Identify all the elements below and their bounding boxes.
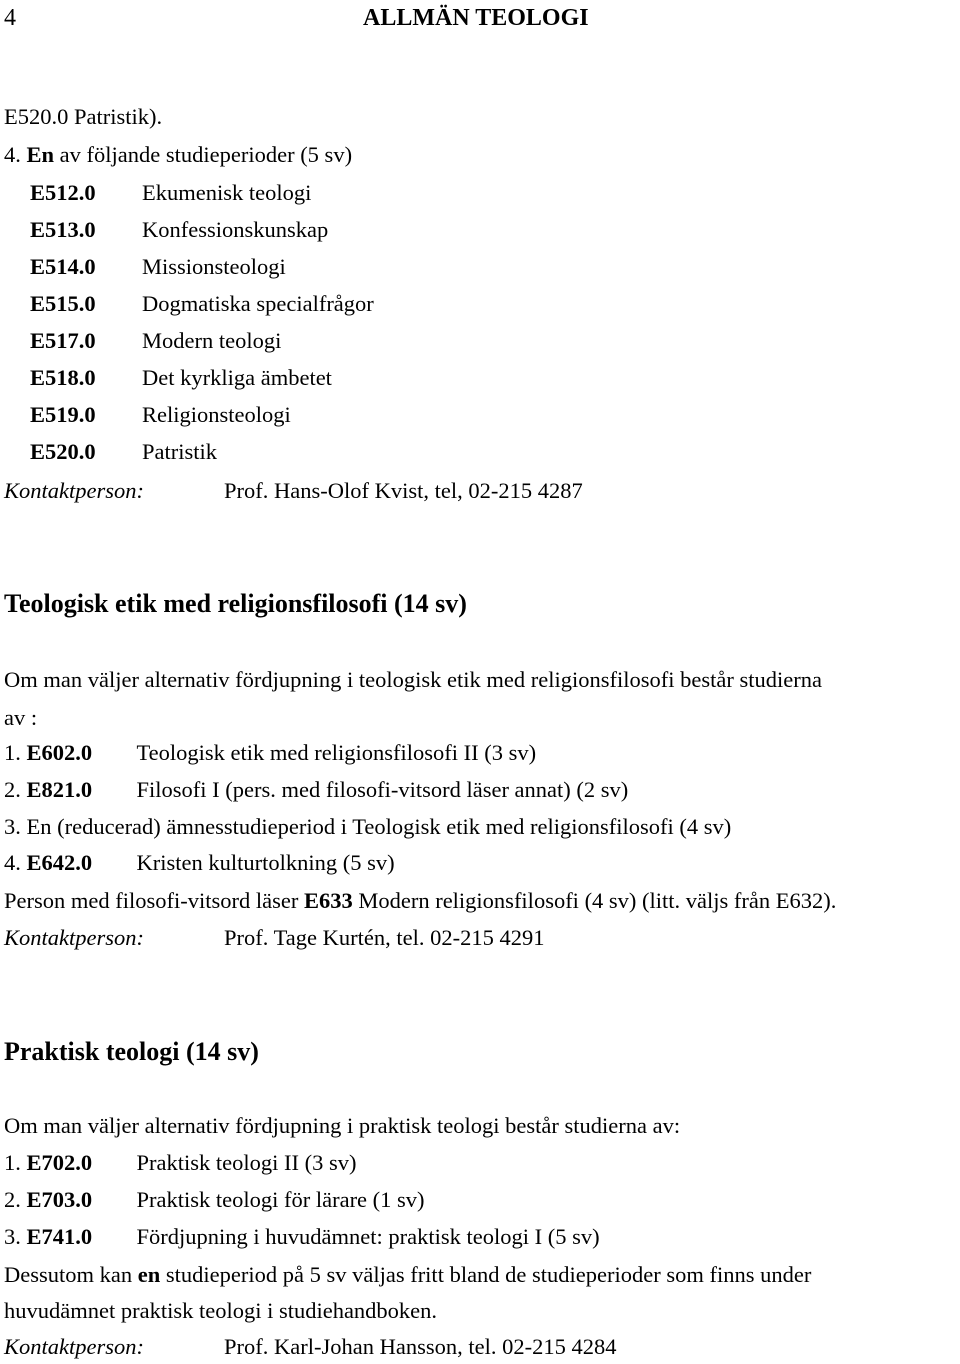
- course-name: Patristik: [142, 439, 218, 464]
- section-heading-praktisk: Praktisk teologi (14 sv): [4, 1037, 259, 1066]
- contact-line: [4, 477, 583, 505]
- note-code: E633: [303, 888, 353, 913]
- section-intro: av :: [4, 705, 38, 730]
- note-text: Dessutom kan: [4, 1262, 138, 1287]
- course-name: Konfessionskunskap: [142, 217, 329, 242]
- section-note: [4, 887, 836, 915]
- course-name: Missionsteologi: [142, 254, 286, 279]
- course-row: [4, 739, 536, 767]
- intro-item-4: [4, 141, 352, 169]
- course-name: Religionsteologi: [142, 402, 291, 427]
- contact-line: [4, 1333, 616, 1361]
- course-row: [30, 216, 328, 244]
- contact-label: Kontaktperson:: [4, 925, 144, 950]
- course-code: E517.0: [30, 328, 96, 353]
- note-text: Modern religionsfilosofi (4 sv) (litt. väljs från E632).: [352, 888, 837, 913]
- section-note: huvudämnet praktisk teologi i studiehandboken.: [4, 1298, 438, 1323]
- course-name: Det kyrkliga ämbetet: [142, 365, 332, 390]
- course-row: [4, 1186, 425, 1214]
- course-code: E515.0: [30, 291, 96, 316]
- item-number: 2.: [4, 777, 21, 802]
- course-row: [30, 327, 281, 355]
- course-code: E513.0: [30, 217, 96, 242]
- course-code: E702.0: [26, 1150, 93, 1175]
- contact-label: Kontaktperson:: [4, 478, 144, 503]
- contact-value: Prof. Tage Kurtén, tel. 02-215 4291: [224, 925, 545, 950]
- note-emphasis: en: [137, 1262, 161, 1287]
- course-name: Kristen kulturtolkning (5 sv): [136, 850, 395, 875]
- course-name: Teologisk etik med religionsfilosofi II (3 sv): [136, 740, 537, 765]
- course-row: [4, 776, 628, 804]
- course-code: E519.0: [30, 402, 96, 427]
- course-row: [4, 1223, 600, 1251]
- contact-line: [4, 924, 544, 952]
- course-code: E703.0: [26, 1187, 93, 1212]
- note-text: studieperiod på 5 sv väljas fritt bland de studieperioder som finns under: [160, 1262, 812, 1287]
- page-number: 4: [4, 5, 16, 31]
- list-item: 3. En (reducerad) ämnesstudieperiod i Teologisk etik med religionsfilosofi (4 sv): [4, 814, 732, 839]
- course-code: E602.0: [26, 740, 93, 765]
- course-row: [4, 1149, 356, 1177]
- course-code: E514.0: [30, 254, 96, 279]
- item-number: 4.: [4, 142, 21, 167]
- course-name: Dogmatiska specialfrågor: [142, 291, 374, 316]
- course-code: E520.0: [30, 439, 96, 464]
- page-title: ALLMÄN TEOLOGI: [363, 5, 589, 31]
- item-text: av följande studieperioder (5 sv): [54, 142, 353, 167]
- contact-value: Prof. Karl-Johan Hansson, tel. 02-215 4284: [224, 1334, 617, 1359]
- course-row: [30, 401, 291, 429]
- item-emphasis: En: [26, 142, 55, 167]
- item-number: 1.: [4, 1150, 21, 1175]
- section-note: [4, 1261, 811, 1289]
- course-row: [30, 179, 311, 207]
- course-code: E512.0: [30, 180, 96, 205]
- course-row: [30, 253, 286, 281]
- course-code: E518.0: [30, 365, 96, 390]
- course-code: E642.0: [26, 850, 93, 875]
- intro-line: E520.0 Patristik).: [4, 104, 163, 129]
- contact-label: Kontaktperson:: [4, 1334, 144, 1359]
- item-number: 1.: [4, 740, 21, 765]
- course-row: [30, 438, 217, 466]
- course-name: Modern teologi: [142, 328, 282, 353]
- item-number: 4.: [4, 850, 21, 875]
- course-name: Praktisk teologi för lärare (1 sv): [136, 1187, 425, 1212]
- course-name: Filosofi I (pers. med filosofi-vitsord läser annat) (2 sv): [136, 777, 629, 802]
- section-intro: Om man väljer alternativ fördjupning i teologisk etik med religionsfilosofi består studierna: [4, 667, 822, 692]
- section-heading-etik: Teologisk etik med religionsfilosofi (14 sv): [4, 589, 467, 618]
- course-name: Praktisk teologi II (3 sv): [136, 1150, 357, 1175]
- note-text: Person med filosofi-vitsord läser: [4, 888, 304, 913]
- course-row: [30, 290, 374, 318]
- course-name: Fördjupning i huvudämnet: praktisk teologi I (5 sv): [136, 1224, 600, 1249]
- course-code: E741.0: [26, 1224, 93, 1249]
- course-name: Ekumenisk teologi: [142, 180, 312, 205]
- item-number: 3.: [4, 1224, 21, 1249]
- item-number: 2.: [4, 1187, 21, 1212]
- course-row: [30, 364, 332, 392]
- course-row: [4, 849, 395, 877]
- section-intro: Om man väljer alternativ fördjupning i praktisk teologi består studierna av:: [4, 1113, 681, 1138]
- course-code: E821.0: [26, 777, 93, 802]
- contact-value: Prof. Hans-Olof Kvist, tel, 02-215 4287: [224, 478, 583, 503]
